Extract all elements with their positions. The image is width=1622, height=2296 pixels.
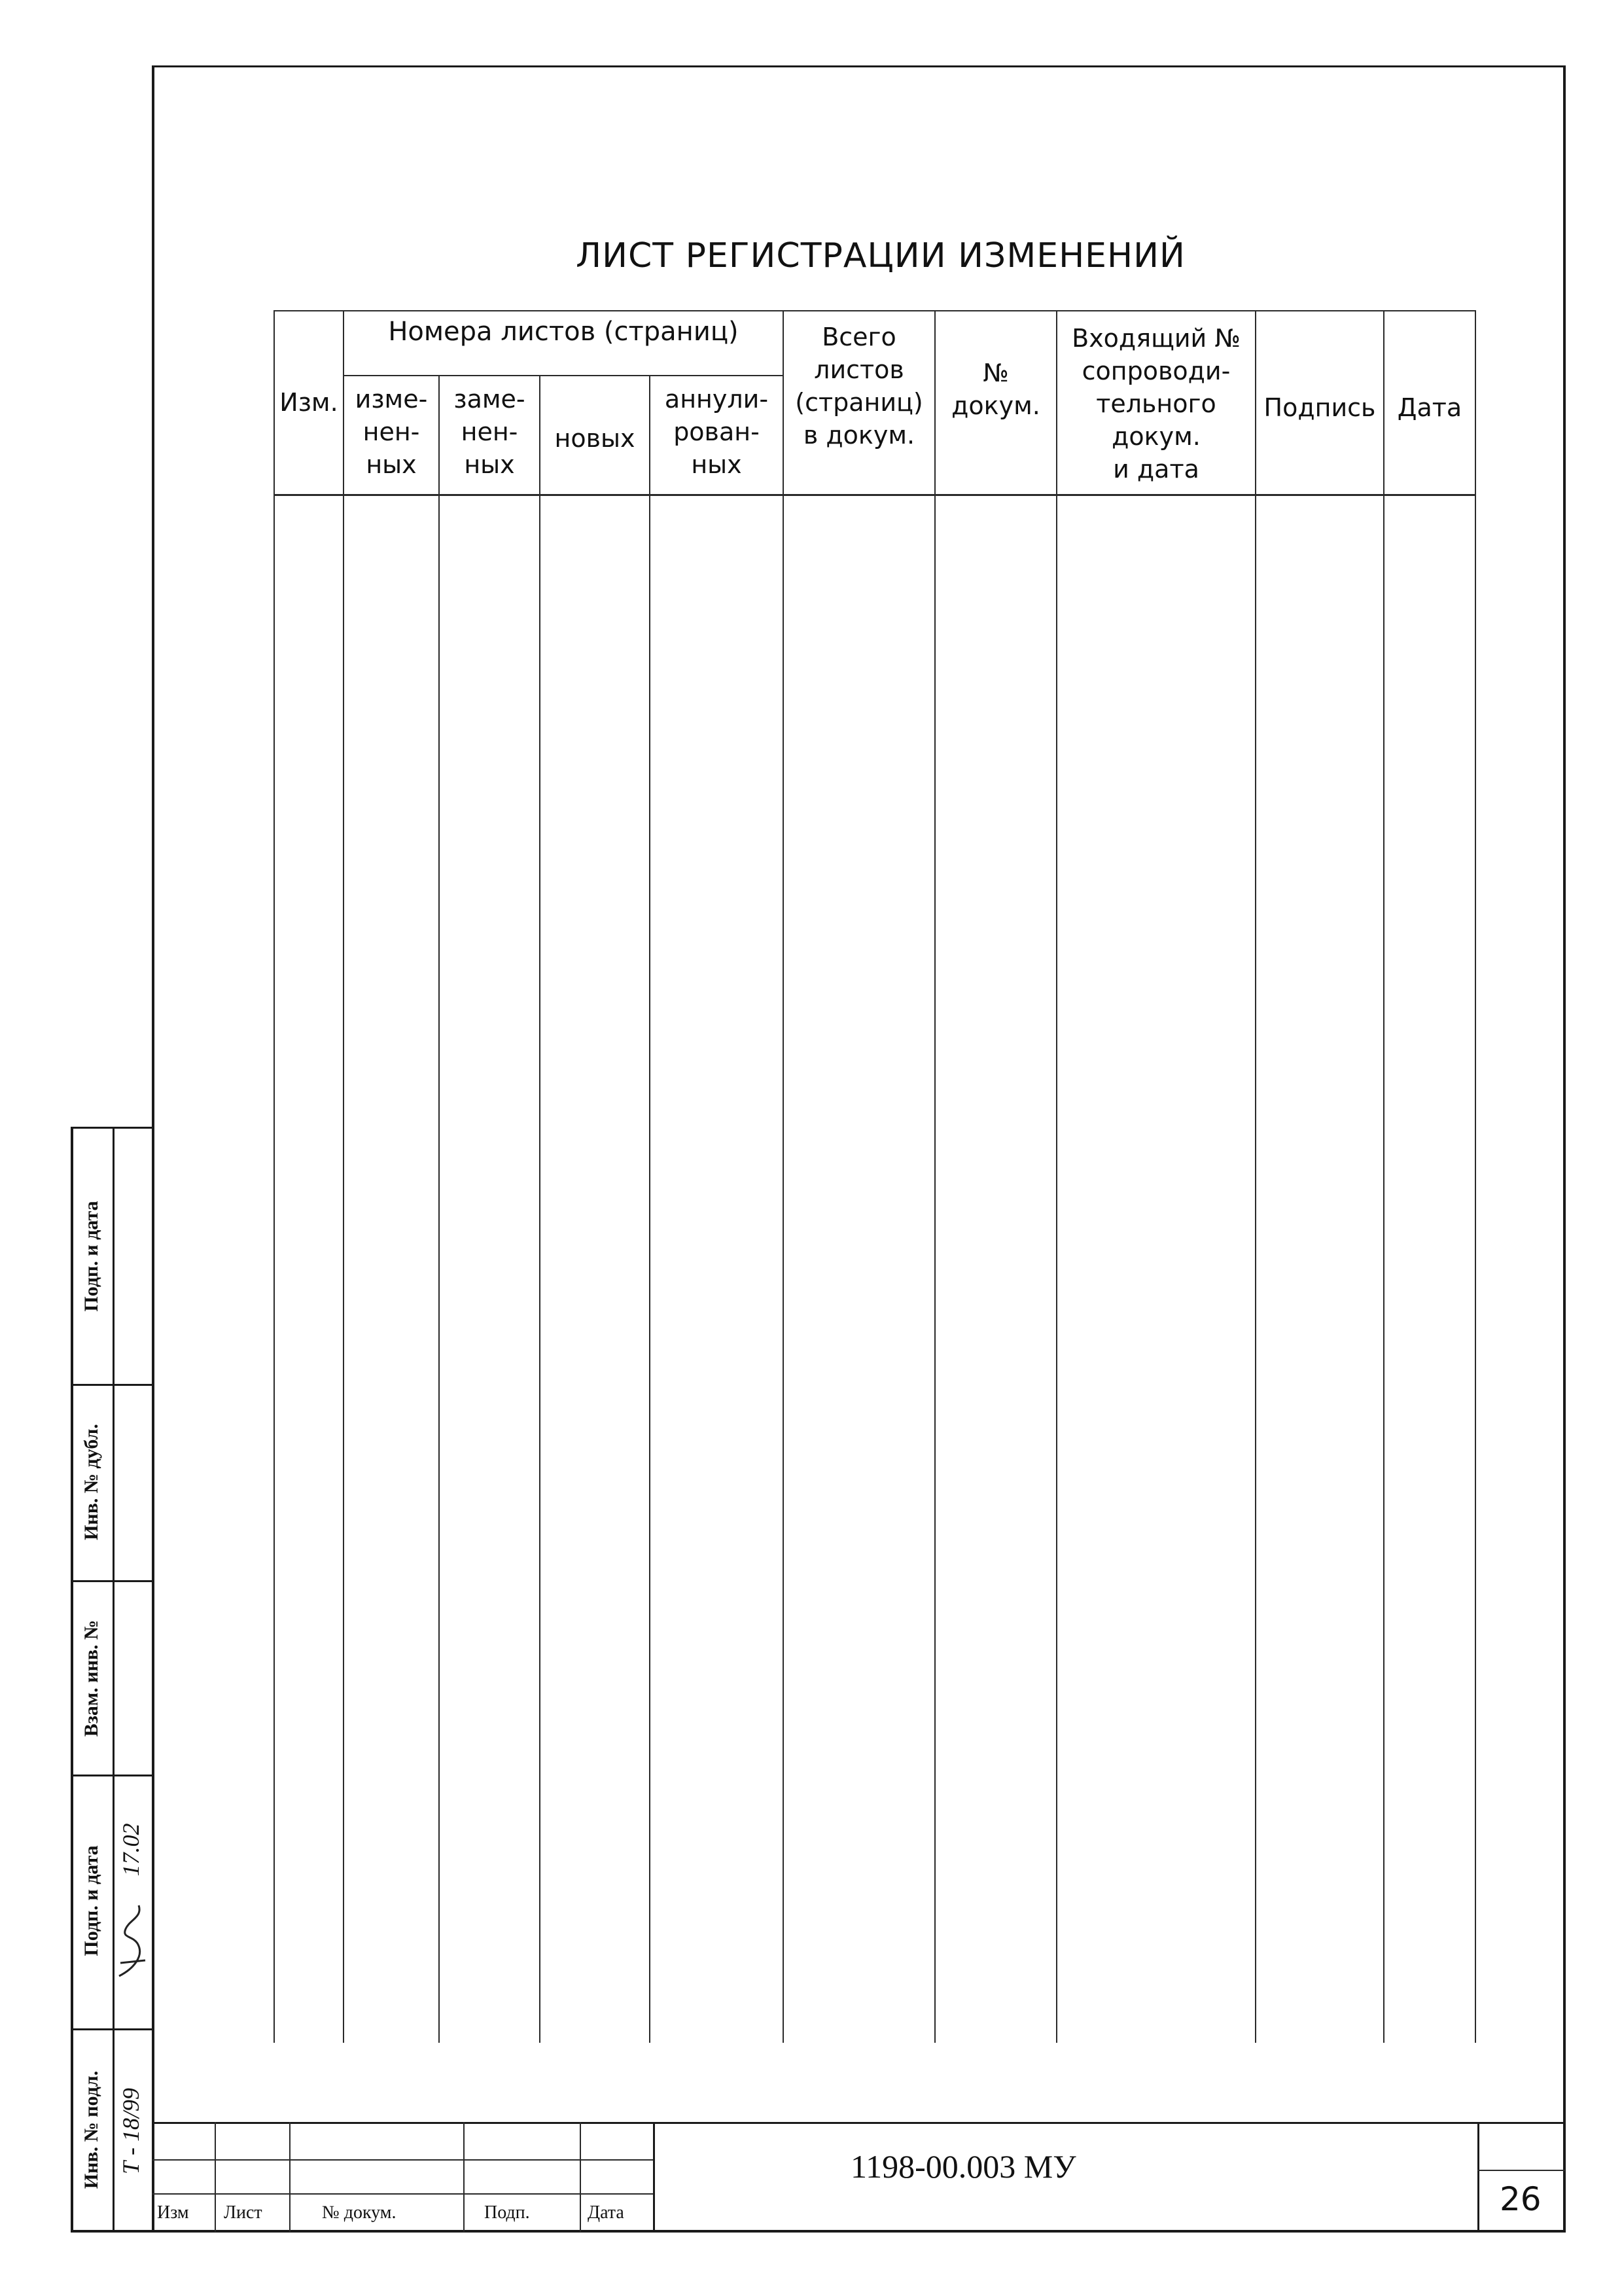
col-line-6 xyxy=(934,310,936,2043)
col-header-vsego: Всего листов (страниц) в докум. xyxy=(795,323,923,450)
side-stamp-top xyxy=(71,1127,153,1129)
header-bottom-line xyxy=(273,494,1476,496)
title-block-col-4 xyxy=(580,2122,581,2232)
title-block-row-1 xyxy=(152,2159,654,2161)
sheet-cell-divider xyxy=(1477,2170,1565,2171)
caption-data: Дата xyxy=(588,2202,624,2223)
sheet-number: 26 xyxy=(1500,2180,1542,2218)
col-header-izmenennyh: изме- нен- ных xyxy=(355,385,428,479)
table-top-line xyxy=(273,310,1476,311)
label-vzam-inv: Взам. инв. № xyxy=(80,1619,102,1737)
frame-bottom xyxy=(152,2230,1566,2233)
col-line-8 xyxy=(1255,310,1256,2043)
caption-izm: Изм xyxy=(157,2202,189,2223)
col-header-izm: Изм. xyxy=(279,388,338,417)
side-stamp-sep-4 xyxy=(71,2028,153,2030)
side-stamp-sep-2 xyxy=(71,1580,153,1582)
group-header-line xyxy=(343,375,783,376)
title-block-top xyxy=(152,2122,1566,2124)
label-inv-dubl: Инв. № дубл. xyxy=(80,1424,102,1540)
col-line-10 xyxy=(1475,310,1476,2043)
caption-dokum: № докум. xyxy=(322,2202,397,2223)
col-header-novyh: новых xyxy=(554,424,635,453)
caption-list: Лист xyxy=(224,2202,262,2223)
col-header-data: Дата xyxy=(1397,393,1462,422)
frame-top xyxy=(152,65,1565,67)
label-podp-i-data-2: Подп. и дата xyxy=(80,1845,102,1956)
label-inv-podl: Инв. № подл. xyxy=(80,2070,102,2189)
col-header-nomer-dokum: № докум. xyxy=(951,359,1040,420)
label-podp-i-data-1: Подп. и дата xyxy=(80,1201,102,1312)
side-stamp-sep-1 xyxy=(71,1384,153,1386)
col-line-4 xyxy=(649,376,650,2043)
title-block-col-3 xyxy=(463,2122,465,2232)
col-header-vhodyashchiy: Входящий № сопроводи- тельного докум. и дата xyxy=(1072,324,1241,484)
caption-podp: Подп. xyxy=(484,2202,530,2223)
side-stamp-left xyxy=(71,1127,73,2233)
sheet-cell-left xyxy=(1477,2122,1479,2232)
title-block-col-1 xyxy=(215,2122,216,2232)
side-stamp-divider xyxy=(113,1127,115,2233)
signature-mark xyxy=(113,1898,153,1983)
group-header-label: Номера листов (страниц) xyxy=(388,317,739,347)
handwritten-date-value: 17.02 xyxy=(118,1823,144,1877)
col-header-podpis: Подпись xyxy=(1263,393,1376,422)
col-header-zamenennyh: заме- нен- ных xyxy=(453,385,525,479)
frame-right xyxy=(1563,65,1566,2233)
side-stamp-bottom xyxy=(71,2230,153,2233)
title-block-row-2 xyxy=(152,2193,654,2195)
col-line-1 xyxy=(343,310,344,2043)
col-line-9 xyxy=(1383,310,1384,2043)
document-designation: 1198-00.003 МУ xyxy=(851,2148,1076,2185)
col-line-7 xyxy=(1056,310,1057,2043)
title-block-col-5 xyxy=(653,2122,655,2232)
handwritten-inv-podl-value: Т - 18/99 xyxy=(118,2088,144,2175)
title-block-col-2 xyxy=(289,2122,291,2232)
col-line-3 xyxy=(539,376,540,2043)
col-line-0 xyxy=(273,310,275,2043)
side-stamp-sep-3 xyxy=(71,1775,153,1776)
page-title: ЛИСТ РЕГИСТРАЦИИ ИЗМЕНЕНИЙ xyxy=(576,236,1186,275)
col-line-2 xyxy=(438,376,440,2043)
col-header-annulirovannyh: аннули- рован- ных xyxy=(664,385,769,479)
col-line-5 xyxy=(783,310,784,2043)
